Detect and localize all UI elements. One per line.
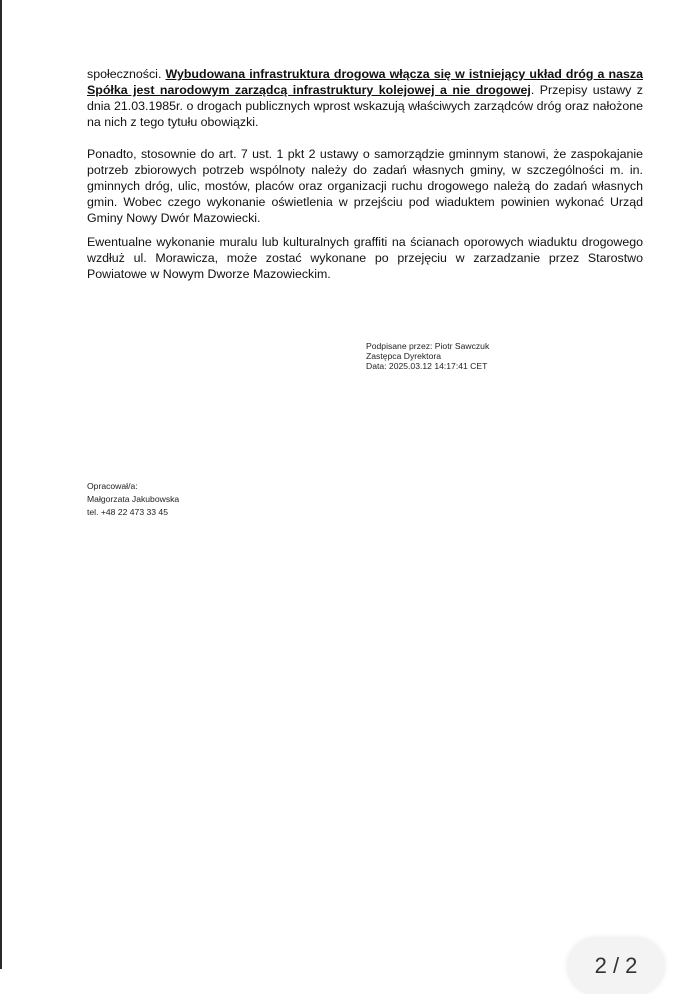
page-indicator: 2 / 2 — [568, 938, 664, 994]
prepared-by-block — [87, 480, 179, 519]
prepared-by-label: Opracował/a: — [87, 481, 138, 491]
paragraph-1-start: społeczności. — [87, 67, 166, 81]
paragraph-1-emphasis: Wybudowana infrastruktura drogowa włącza się w istniejący układ dróg a nasza Spółka jest narodowym zarządcą infrastruktury kolejowej a nie drogowej — [87, 67, 643, 97]
signature-signed-by: Podpisane przez: Piotr Sawczuk — [366, 341, 490, 351]
signature-date: Data: 2025.03.12 14:17:41 CET — [366, 361, 488, 371]
paragraph-2: Ponadto, stosownie do art. 7 ust. 1 pkt 2 ustawy o samorządzie gminnym stanowi, że zaspokajanie potrzeb zbiorowych potrzeb wspólnoty należy do zadań własnych gminy, w szczególności m. in. gminnych dróg, ulic, mostów, placów oraz organizacji ruchu drogowego należą do zadań własnych gmin. Wobec czego wykonanie oświetlenia w przejściu pod wiaduktem powinien wykonać Urząd Gminy Nowy Dwór Mazowiecki. — [87, 147, 643, 225]
paragraph-1-end: . Przepisy ustawy z dnia 21.03.1985r. o drogach publicznych wprost wskazują właściwych zarządców dróg oraz nałożone na nich z tego tytułu obowiązki. — [87, 83, 643, 129]
signature-role: Zastępca Dyrektora — [366, 351, 441, 361]
paragraph-1 — [87, 66, 643, 130]
electronic-signature — [366, 341, 489, 371]
prepared-by-name: Małgorzata Jakubowska — [87, 494, 180, 504]
paragraph-3: Ewentualne wykonanie muralu lub kulturalnych graffiti na ścianach oporowych wiaduktu drogowego wzdłuż ul. Morawicza, może zostać wykonane po przejęciu w zarzadzanie przez Starostwo Powiatowe w Nowym Dworze Mazowieckim. — [87, 235, 643, 281]
prepared-by-phone: tel. +48 22 473 33 45 — [87, 507, 168, 517]
